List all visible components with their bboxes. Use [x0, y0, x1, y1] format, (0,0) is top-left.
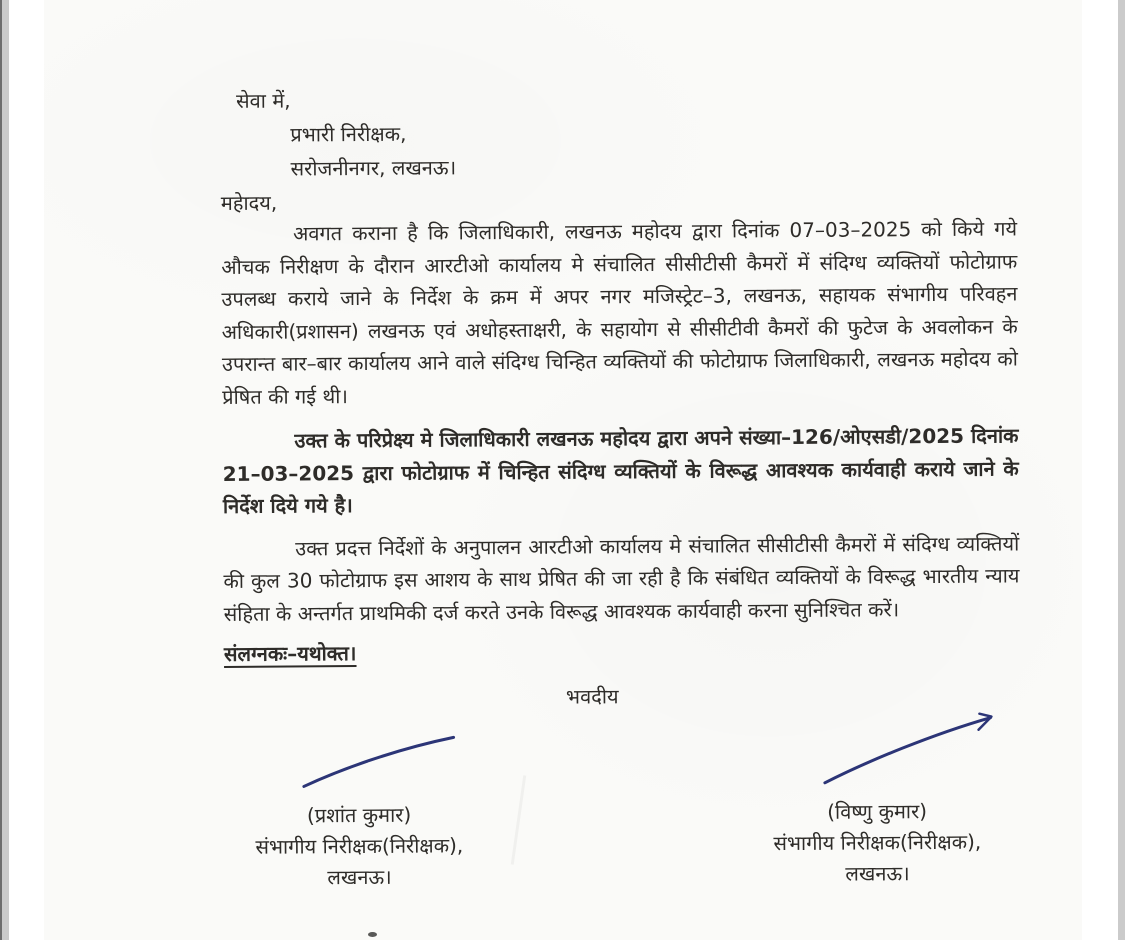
body-paragraph-1: अवगत कराना है कि जिलाधिकारी, लखनऊ महोदय द्वारा दिनांक 07–03–2025 को किये गये औचक निरीक्षण के दौरान आरटीओ कार्यालय मे संचालित सीसीटीसी कैमरों में संदिग्ध व्यक्तियों फोटोग्राफ उपलब्ध कराये जाने के निर्देश के क्रम में अपर नगर मजिस्ट्रेट–3, लखनऊ, सहायक संभागीय परिवहन अधिकारी(प्रशासन) लखनऊ एवं अधोहस्ताक्षरी, के सहायोग से सीसीटीवी कैमरों की फुटेज के अवलोकन के उपरान्त बार–बार कार्यालय आने वाले संदिग्ध चिन्हित व्यक्तियों की फोटोग्राफ जिलाधिकारी, लखनऊ महोदय को प्रेषित की गई थी।	[221, 216, 1019, 409]
signatory-designation: संभागीय निरीक्षक(निरीक्षक),	[773, 829, 982, 856]
signature-row	[224, 709, 1021, 894]
recipient-title: प्रभारी निरीक्षक,	[290, 121, 407, 147]
signatory-name: (विष्णु कुमार)	[827, 799, 928, 824]
signatory-name: (प्रशांत कुमार)	[306, 802, 412, 828]
scan-artifact-dot	[368, 932, 377, 937]
enclosure-note	[224, 632, 1020, 670]
closing-word: भवदीय	[565, 683, 619, 709]
greeting: महेादय,	[220, 190, 278, 215]
letter-page	[44, 0, 1082, 940]
signature-block-right	[726, 709, 1027, 890]
letter-content	[220, 78, 1022, 894]
body-paragraph-3: उक्त प्रदत्त निर्देशों के अनुपालन आरटीओ कार्यालय मे संचालित सीसीटीसी कैमरों में संदिग्ध व्यक्तियों की कुल 30 फोटोग्राफ इस आशय के साथ प्रेषित की जा रही है कि संबंधित व्यक्तियों के विरूद्ध भारतीय न्याय संहिता के अन्तर्गत प्राथमिकी दर्ज करते उनके विरूद्ध आवश्यक कार्यवाही करना सुनिश्चित करें।	[223, 530, 1020, 626]
signatory-designation: संभागीय निरीक्षक(निरीक्षक),	[255, 833, 464, 859]
recipient-address: सरोजनीनगर, लखनऊ।	[290, 155, 457, 181]
viewer-right-gutter	[1118, 0, 1125, 940]
salutation-to: सेवा में,	[236, 88, 291, 113]
signature-block-left	[209, 733, 510, 894]
viewer-left-gutter	[0, 0, 9, 940]
signature-stroke-left	[294, 733, 464, 790]
signature-stroke-right	[818, 710, 1009, 787]
enclosure-text: संलग्नकः–यथोक्त।	[223, 641, 357, 666]
signatory-place: लखनऊ।	[845, 861, 910, 886]
signatory-place: लखनऊ।	[327, 864, 392, 890]
body-paragraph-2: उक्त के परिप्रेक्ष्य मे जिलाधिकारी लखनऊ महोदय द्वारा अपने संख्या–126/ओएसडी/2025 दिनांक 21–03–2025 द्वारा फोटोग्राफ में चिन्हित संदिग्ध व्यक्तियों के विरूद्ध आवश्यक कार्यवाही कराये जाने के निर्देश दिये गये है।	[222, 423, 1019, 518]
